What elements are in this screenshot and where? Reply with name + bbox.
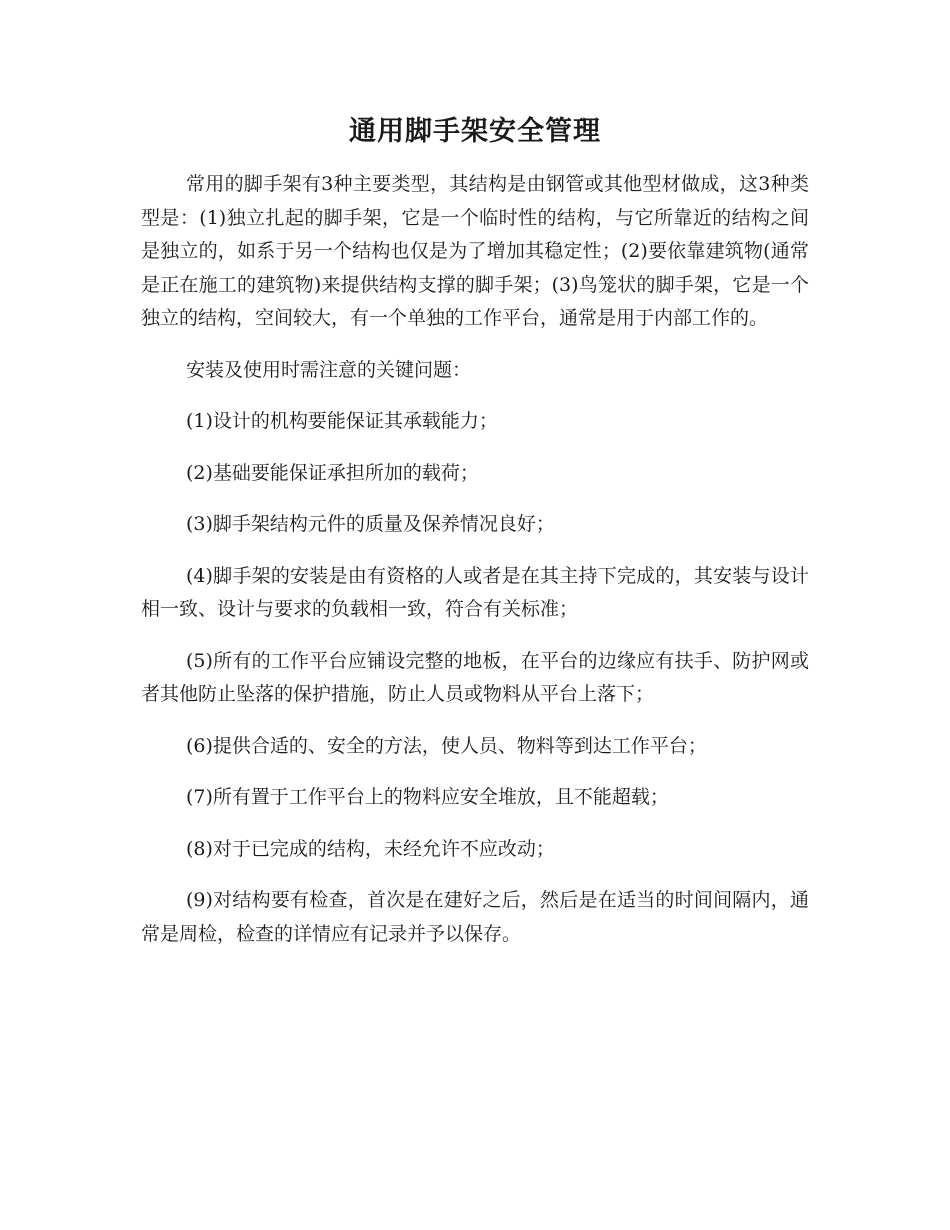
paragraph-item-4: (4)脚手架的安装是由有资格的人或者是在其主持下完成的，其安装与设计相一致、设计与要求的负载相一致，符合有关标准；	[141, 564, 809, 620]
paragraph-item-5: (5)所有的工作平台应铺设完整的地板，在平台的边缘应有扶手、防护网或者其他防止坠落的保护措施，防止人员或物料从平台上落下；	[141, 649, 809, 705]
paragraph-item-6: (6)提供合适的、安全的方法，使人员、物料等到达工作平台；	[186, 734, 707, 757]
paragraph-item-3: (3)脚手架结构元件的质量及保养情况良好；	[186, 513, 555, 535]
document-title: 通用脚手架安全管理	[349, 116, 601, 147]
document-page	[141, 112, 809, 969]
paragraph-item-1: (1)设计的机构要能保证其承载能力；	[186, 410, 498, 432]
paragraph-scaffold-types: 常用的脚手架有3种主要类型，其结构是由钢管或其他型材做成，这3种类型是：(1)独立扎起的脚手架，它是一个临时性的结构，与它所靠近的结构之间是独立的，如系于另一个结构也仅是为了增加其稳定性；(2)要依靠建筑物(通常是正在施工的建筑物)来提供结构支撑的脚手架；(3)鸟笼状的脚手架，它是一个独立的结构，空间较大，有一个单独的工作平台，通常是用于内部工作的。	[141, 173, 809, 329]
paragraph-item-2: (2)基础要能保证承担所加的载荷；	[186, 461, 479, 484]
paragraph-item-7: (7)所有置于工作平台上的物料应安全堆放，且不能超载；	[186, 786, 669, 808]
paragraph-item-9: (9)对结构要有检查，首次是在建好之后，然后是在适当的时间间隔内，通常是周检，检查的详情应有记录并予以保存。	[141, 889, 809, 945]
paragraph-key-issues-intro: 安装及使用时需注意的关键问题：	[186, 358, 472, 381]
paragraph-item-8: (8)对于已完成的结构，未经允许不应改动；	[186, 837, 555, 860]
